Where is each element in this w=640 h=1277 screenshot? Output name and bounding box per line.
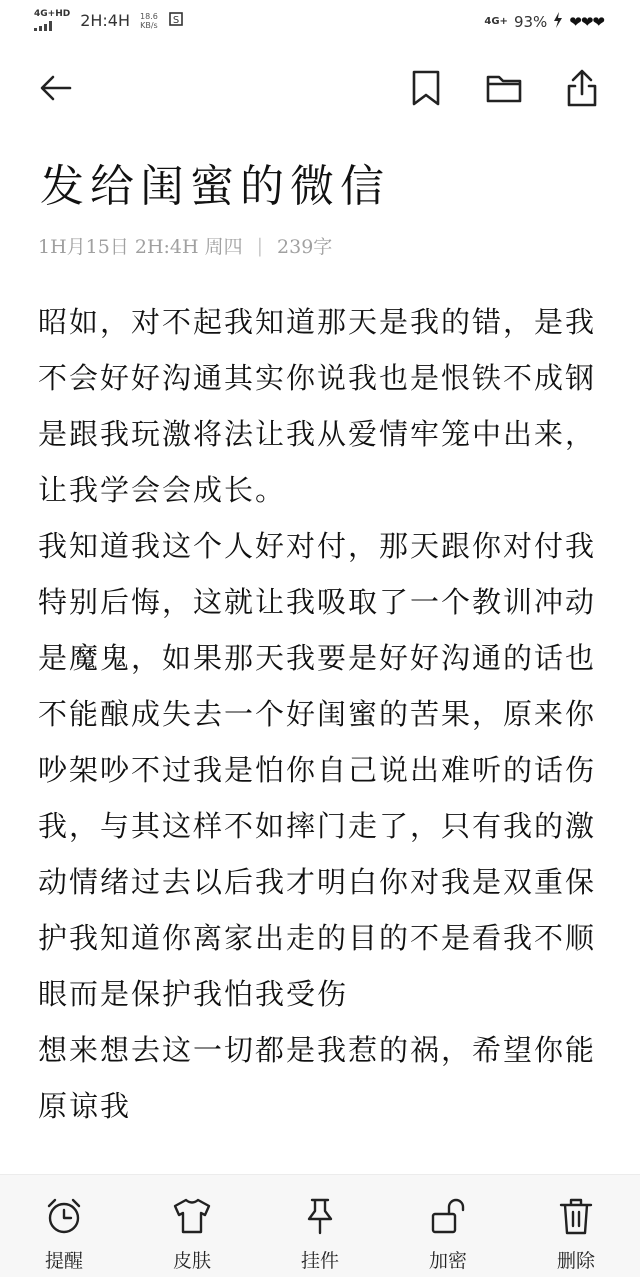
note-title[interactable]: 发给闺蜜的微信 <box>40 161 390 212</box>
bookmark-button[interactable] <box>406 68 446 112</box>
note-paragraph-2[interactable]: 我知道我这个人好对付，那天跟你对付我特别后悔，这就让我吸取了一个教训冲动是魔鬼，如果那天我要是好好沟通的话也不能酿成失去一个好闺蜜的苦果，原来你吵架吵不过我是怕你自己说出难听的话伤我，与其这样不如摔门走了，只有我的激动情绪过去以后我才明白你对我是双重保护我知道你离家出走的目的不是看我不顺眼而是保护我怕我受伤 <box>38 529 597 1011</box>
pin-icon <box>300 1197 340 1240</box>
network-type-right: 4G+ <box>484 16 508 27</box>
signal-indicator <box>34 10 70 31</box>
meta-separator: | <box>256 234 264 257</box>
battery-level: 93% <box>513 13 548 31</box>
signal-bars-icon <box>34 21 52 31</box>
note-meta <box>38 232 332 259</box>
folder-button[interactable] <box>484 68 524 112</box>
encrypt-button[interactable] <box>408 1191 488 1273</box>
hearts-icon: ❤❤❤ <box>569 13 604 31</box>
word-count: 239字 <box>277 236 333 258</box>
note-date: 1H月15日 2H:4H 周四 <box>38 236 243 258</box>
skin-label: 皮肤 <box>172 1250 211 1272</box>
delete-label: 删除 <box>556 1250 595 1272</box>
reminder-button[interactable] <box>24 1191 104 1273</box>
status-left <box>34 10 184 31</box>
alarm-clock-icon <box>44 1197 84 1240</box>
note-paragraph-1[interactable]: 昭如，对不起我知道那天是我的错，是我不会好好沟通其实你说我也是恨铁不成钢是跟我玩激将法让我从爱情牢笼中出来，让我学会会成长。 <box>38 305 597 507</box>
svg-text:S: S <box>172 14 180 26</box>
back-button[interactable] <box>36 68 76 112</box>
share-button[interactable] <box>562 68 602 112</box>
network-speed <box>140 12 158 30</box>
arrow-left-icon <box>38 70 74 110</box>
bookmark-icon <box>409 69 443 111</box>
screenshot-icon <box>168 11 184 31</box>
status-time: 2H:4H <box>80 11 131 30</box>
note-toolbar <box>0 62 640 122</box>
note-content[interactable] <box>38 294 604 1134</box>
note-paragraph-3[interactable]: 想来想去这一切都是我惹的祸，希望你能原谅我 <box>38 1033 597 1123</box>
trash-icon <box>556 1197 596 1240</box>
network-speed-unit: KB/s <box>140 20 158 30</box>
encrypt-label: 加密 <box>428 1250 467 1272</box>
share-icon <box>565 68 599 112</box>
bottom-toolbar <box>0 1174 640 1277</box>
widget-button[interactable] <box>280 1191 360 1273</box>
skin-button[interactable] <box>152 1191 232 1273</box>
status-right <box>484 12 604 32</box>
unlock-icon <box>428 1197 468 1240</box>
status-bar <box>0 0 640 48</box>
folder-icon <box>485 71 523 109</box>
charging-icon <box>553 12 563 32</box>
network-type-label: 4G+HD <box>34 9 71 19</box>
reminder-label: 提醒 <box>44 1250 83 1272</box>
network-speed-value: 18.6 <box>140 11 158 21</box>
widget-label: 挂件 <box>300 1250 339 1272</box>
delete-button[interactable] <box>536 1191 616 1273</box>
tshirt-icon <box>172 1197 212 1240</box>
